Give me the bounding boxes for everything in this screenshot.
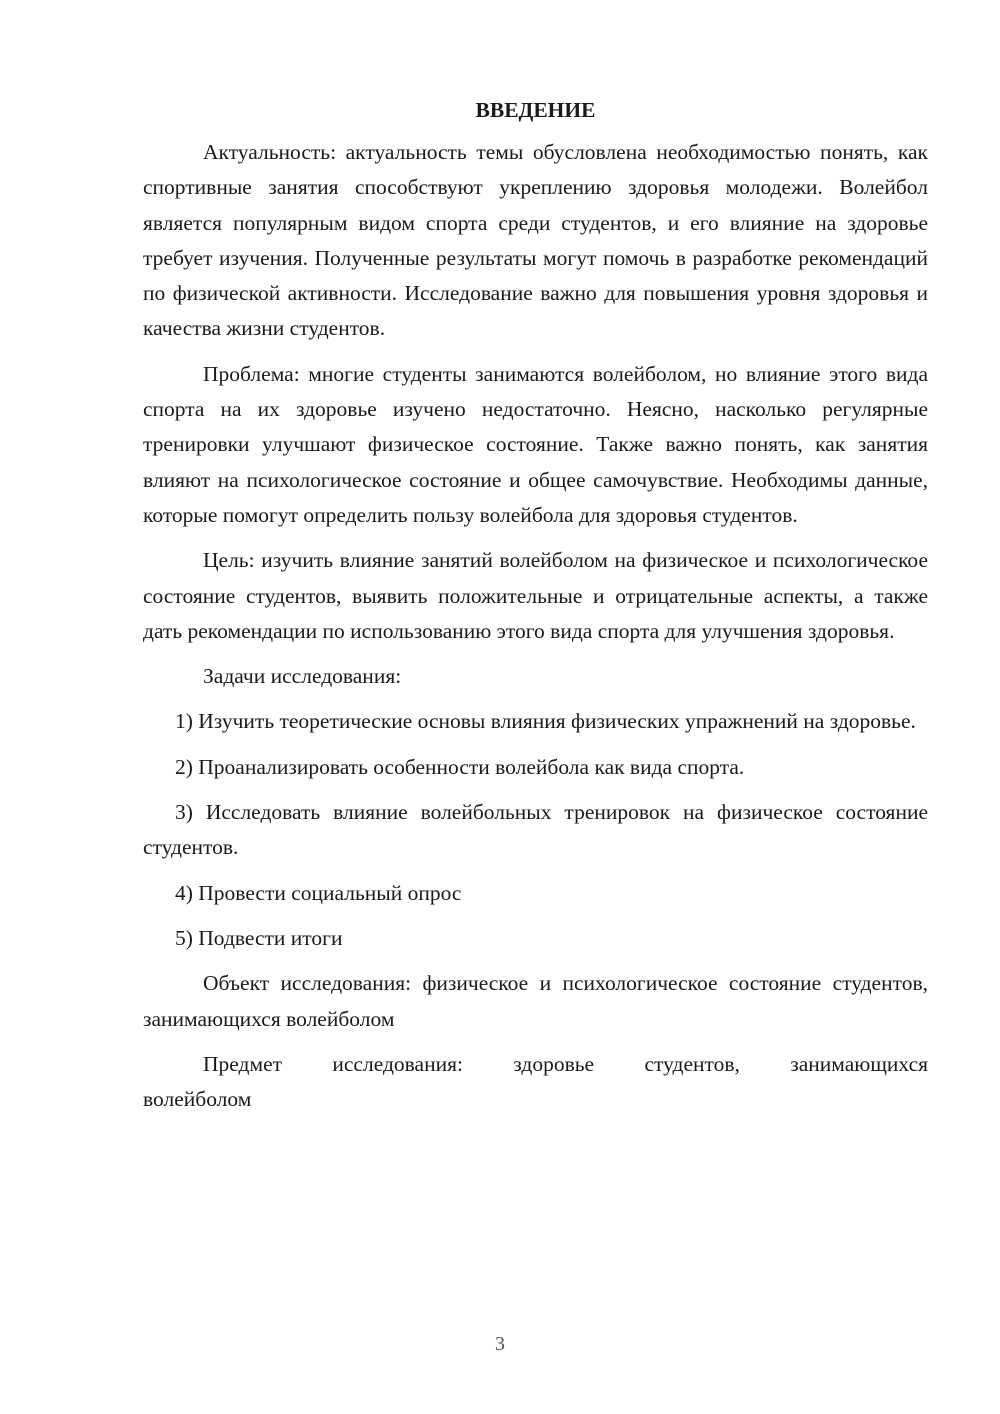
- relevance-paragraph: Актуальность: актуальность темы обусловлена необходимостью понять, как спортивные занятия способствуют укреплению здоровья молодежи. Волейбол является популярным видом спорта среди студентов, и его влияние на здоровье требует изучения. Полученные результаты могут помочь в разработке рекомендаций по физической активности. Исследование важно для повышения уровня здоровья и качества жизни студентов.: [143, 140, 928, 341]
- page-number: 3: [495, 1333, 505, 1355]
- page-title: ВВЕДЕНИЕ: [475, 98, 596, 122]
- problem-paragraph: Проблема: многие студенты занимаются волейболом, но влияние этого вида спорта на их здоровье изучено недостаточно. Неясно, насколько регулярные тренировки улучшают физическое состояние. Также важно понять, как занятия влияют на психологическое состояние и общее самочувствие. Необходимы данные, которые помогут определить пользу волейбола для здоровья студентов.: [143, 361, 928, 527]
- subject-line: Предмет исследования: здоровье студентов, занимающихся: [203, 1051, 928, 1076]
- object-paragraph: Объект исследования: физическое и психологическое состояние студентов, занимающихся волейболом: [143, 971, 928, 1031]
- tasks-heading: Задачи исследования:: [203, 664, 402, 689]
- subject-paragraph: [143, 1047, 928, 1118]
- document-page: [143, 90, 928, 1127]
- task-item: 3) Исследовать влияние волейбольных тренировок на физическое состояние студентов.: [143, 800, 928, 860]
- goal-paragraph: Цель: изучить влияние занятий волейболом на физическое и психологическое состояние студентов, выявить положительные и отрицательные аспекты, а также дать рекомендации по использованию этого вида спорта для улучшения здоровья.: [143, 548, 928, 643]
- task-item: 2) Проанализировать особенности волейбола как вида спорта.: [175, 754, 745, 779]
- task-item: 5) Подвести итоги: [175, 925, 343, 950]
- task-item: 4) Провести социальный опрос: [175, 880, 462, 905]
- task-item: 1) Изучить теоретические основы влияния физических упражнений на здоровье.: [175, 709, 916, 734]
- subject-line: волейболом: [143, 1087, 252, 1112]
